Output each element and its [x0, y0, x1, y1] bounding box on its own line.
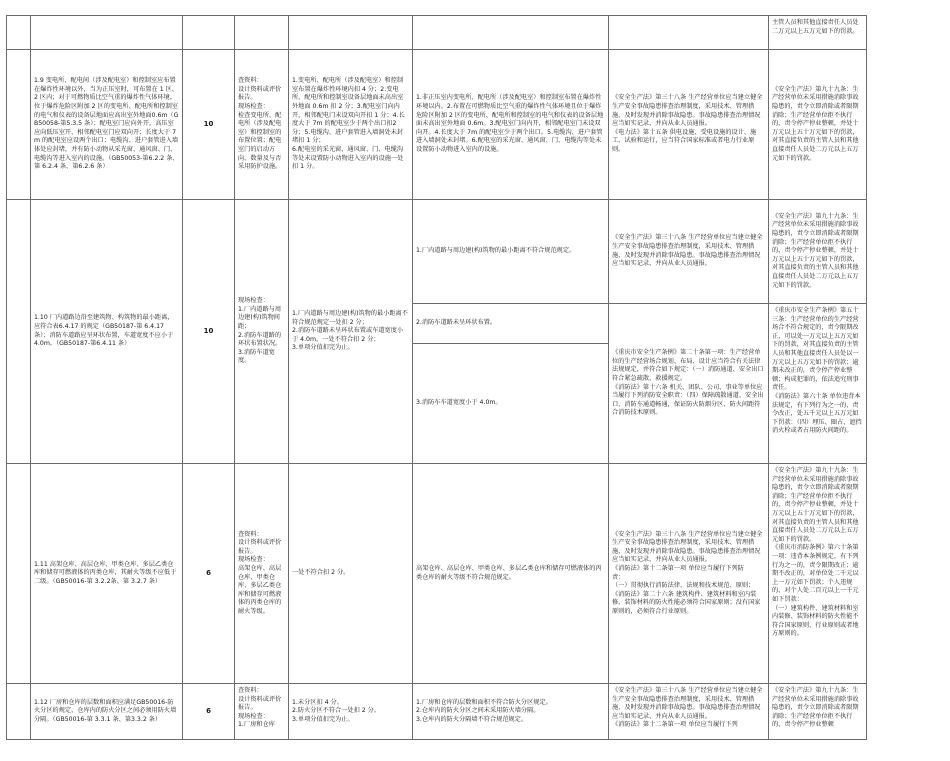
score-1-9: 10 — [183, 50, 235, 200]
table-row-1-10 — [7, 200, 867, 304]
problem-1-10-c: 3.消防车车道宽度小于 4.0m。 — [413, 344, 609, 464]
penalty-1-9: 《安全生产法》第九十九条：生产经营单位未采用措施消除事故隐患的，责令立即消除或者限期消除；生产经营单位拒不执行的，责令停产停业整顿，并处十万元以上五十万元如下的罚款，对其直接负责的主管人员和其他直接责任人员处二万元以上五万元如下的罚款。 — [769, 50, 867, 200]
basis-1-10-b: 《重庆市安全生产条例》第二十条第一项：生产经营单位的生产经营场合规划、布局、设计应当符合有关法律法规规定，并符合如下规定：（一）消防通道、安全出口符合紧急疏散、救援规定。 《消防法》第十六条 机关、团队、公司、事业等单位应当履行下列消防安全职责：（四）保障疏散通道、安全出口、消防车通道畅通，保证防火防烟分区、防火间距符合消防技术原则。 — [609, 304, 769, 464]
problem-1-9: 1.非正压室内变电所、配电所（涉及配电室）和控制室布置在爆炸性环境以内。2.布置在可燃物质比空气重的爆炸性气体环境且位于爆炸危险区附加 2 区的变电所、配电所和控制室的电气和仪表的设备层地面未高出室外地面 0.6m。3.配电室门向内开，相邻配电室门未设双向开。4.长度大于 7m 的配电室少于两个出口。5.电缆沟、进户套管进入墙洞处未封堵。6.配电室的采光窗、通风窗、门、电缆沟等处未设置防小动物进入室内的设施。 — [413, 50, 609, 200]
penalty-1-10-b: 《重庆市安全生产条例》第五十三条：生产经营单位的生产经营场合不符合规定的，责令限期改正，可以处一万元以上五万元如下的罚款，对其直接负责的主管人员和其他直接责任人员处以一万元以上五万元如下的罚款；逾期未改正的，责令停产停业整顿；构成犯罪的，依法追究刑事责任。 《消防法》第六十条 单位违背本法规定，有下列行为之一的，责令改正，处五千元以上五万元如下罚款：（四）埋压、圈占、遮挡消火栓或者占用防火间距的。 — [769, 304, 867, 464]
check-item-1-10: 1.10 厂内道路边沿至建筑物、构筑物的最小距离，应符合表6.4.17 的规定（GB50187-第 6.4.17 条）；消防车道路应呈环状布置，车道宽度不应小于 4.0m。（GB50187-第6.4.11 条） — [31, 200, 183, 464]
problem-1-12: 1.厂房和仓库的层数和面积不符合防火分区规定。 2.仓库内的防火分区之间未采用防火墙分隔。 3.仓库内的防火分隔墙不符合规范规定。 — [413, 684, 609, 740]
standard-1-12: 1.未分区扣 4 分。 2.防火分区不符合一处扣 2 分。 3.单项分值扣完为止。 — [289, 684, 413, 740]
method-1-11: 查资料： 设计资料或评价报告。 现场检查： 高架仓库、高层仓库、甲类仓库、多层乙类仓库和储存可燃液体的丙类仓库的耐火等级。 — [235, 464, 289, 684]
basis-1-9: 《安全生产法》第三十八条 生产经营单位应当建立健全生产安全事故隐患排查治理制度，采用技术、管理措施，及时发现并消除事故隐患。事故隐患排查治理情况应当如实记录，并向从业人员通报。 《电力法》第十五条 供电设施、受电设施的设计、施工、试验和运行，应当符合国家标准或者电力行业原则。 — [609, 50, 769, 200]
standard-1-11: 一处不符合扣 2 分。 — [289, 464, 413, 684]
check-item-1-9: 1.9 变电所、配电间（涉及配电室）和控制室应布置在爆炸性环境以外，当为正压室时，可布置在 1 区、2 区内；对于可燃物质比空气重的爆炸性气体环境，位于爆炸危险区附加 2 区的变电所、配电所和控制室的电气和仪表的设备层地面应高出室外地面0.6m（GB50058-第5.3.5 条）；配电室门应向外开，高压室应向低压室开，相邻配电室门应双向开；长度大于 7m 的配电室应设两个出口；电缆沟、进户套管进入墙体处应封堵，并有防小动物从采光窗、通风窗、门、电缆沟等进入室内的设施。（GB50053-第6.2.2 条、第 6.2.4 条、第6.2.6 条） — [31, 50, 183, 200]
standard-1-10: 1.厂内道路与周边建(构)筑物的最小距离不符合规范规定一处扣 2 分； 2.消防车道路未呈环状布置或车道宽度小于 4.0m，一处不符合扣 2 分； 3.单项分值扣完为止。 — [289, 200, 413, 464]
score-1-11: 6 — [183, 464, 235, 684]
problem-1-11: 高架仓库、高层仓库、甲类仓库、多层乙类仓库和储存可燃液体的丙类仓库的耐火等级不符合规范规定。 — [413, 464, 609, 684]
problem-1-10-a: 1.厂内道路与周边建(构)筑物的最小距离不符合规范规定。 — [413, 200, 609, 304]
carry-over-penalty: 主管人员和其他直接责任人员处二万元以上五万元如下的罚款。 — [769, 16, 867, 50]
table-row-1-12 — [7, 684, 867, 740]
method-1-10: 现场检查： 1.厂内道路与周边建(构)筑物间距； 2.消防车道路的环状布置状况。 3.消防车道宽度。 — [235, 200, 289, 464]
penalty-1-11: 《安全生产法》第九十九条：生产经营单位未采用措施消除事故隐患的，责令立即消除或者限期消除；生产经营单位拒不执行的，责令停产停业整顿，并处十万元以上五十万元如下的罚款，对其直接负责的主管人员和其他直接责任人员处二万元以上五万元如下的罚款。 《重庆市消防条例》第六十条第一项：违背本条例规定，有下列行为之一的，责令限期改正；逾期不改正的，对单位处二千元以上一万元如下罚款；个人违规的，对个人处二百元以上一千元如下罚款： （一）建筑构件、建筑材料和室内装修、装饰材料的防火性能不符合国家原则、行业原则或者地方原则的。 — [769, 464, 867, 684]
inspection-table — [6, 15, 867, 740]
method-1-9: 查资料： 设计资料或评价报告。 现场检查： 检查变电所、配电所（涉及配电室）和控制室的布置位置；配电室门的启动方向、数量及与否采用防护设施。 — [235, 50, 289, 200]
check-item-1-12: 1.12 厂房和仓库的层数和面积应满足GB50016-防火分区的规定，仓库内的防火分区之间必须用防火墙分隔。（GB50016-第 3.3.1 条、第3.3.2 条） — [31, 684, 183, 740]
score-1-12: 6 — [183, 684, 235, 740]
penalty-1-10-a: 《安全生产法》第九十九条：生产经营单位未采用措施消除事故隐患的，责令立即消除或者限期消除；生产经营单位拒不执行的，责令停产停业整顿，并处十万元以上五十万元如下的罚款，对其直接负责的主管人员和其他直接责任人员处二万元以上五万元如下的罚款。 — [769, 200, 867, 304]
problem-1-10-b: 2.消防车道路未呈环状布置。 — [413, 304, 609, 344]
method-1-12: 查资料： 设计资料或评价报告。 现场检查： 1.厂房和仓库 — [235, 684, 289, 740]
penalty-1-12: 《安全生产法》第九十九条：生产经营单位未采用措施消除事故隐患的，责令立即消除或者限期消除；生产经营单位拒不执行的，责令停产停业整顿 — [769, 684, 867, 740]
check-item-1-11: 1.11 高架仓库、高层仓库、甲类仓库、多层乙类仓库和储存可燃液体的丙类仓库，其耐火等级不应低于二级。（GB50016-第 3.2.2条、第 3.2.7 条） — [31, 464, 183, 684]
table-row-1-9 — [7, 50, 867, 200]
standard-1-9: 1.变电所、配电所（涉及配电室）和控制室布置在爆炸性环境内扣 4 分；2.变电所、配电所和控制室设备层地面未高出室外地面 0.6m 扣 2 分；3.配电室门向内开，相邻配电门未设双向开扣 1 分；4.长度大于 7m 的配电室少于两个出口扣2 分；5.电缆沟、进户套管进入墙洞处未封堵扣 1 分； 6.配电室的采光窗、通风窗、门、电缆沟等处未设置防小动物进入室内的设施一处扣 1 分。 — [289, 50, 413, 200]
basis-1-10-a: 《安全生产法》第三十八条 生产经营单位应当建立健全生产安全事故隐患排查治理制度，采用技术、管理措施，及时发现并消除事故隐患。事故隐患排查治理情况应当如实记录，并向从业人员通报。 — [609, 200, 769, 304]
score-1-10: 10 — [183, 200, 235, 464]
carry-over-row — [7, 16, 867, 50]
basis-1-11: 《安全生产法》第三十八条 生产经营单位应当建立健全生产安全事故隐患排查治理制度，采用技术、管理措施，及时发现并消除事故隐患。事故隐患排查治理情况应当如实记录，并向从业人员通报。 《消防法》第十二条第一项 单位应当履行下列防 责： （一）贯彻执行消防法律、法规和技术规范、原则； 《消防法》第二十六条 建筑构件、建筑材料和室内装修、装饰材料的防火性能必须符合国家原则；没有国家原则的，必须符合行业原则。 — [609, 464, 769, 684]
basis-1-12: 《安全生产法》第三十八条 生产经营单位应当建立健全生产安全事故隐患排查治理制度，采用技术、管理措施，及时发现并消除事故隐患。事故隐患排查治理情况应当如实记录，并向从业人员通报。 《消防法》第十二条第一项 单位应当履行下列 — [609, 684, 769, 740]
table-row-1-11 — [7, 464, 867, 684]
